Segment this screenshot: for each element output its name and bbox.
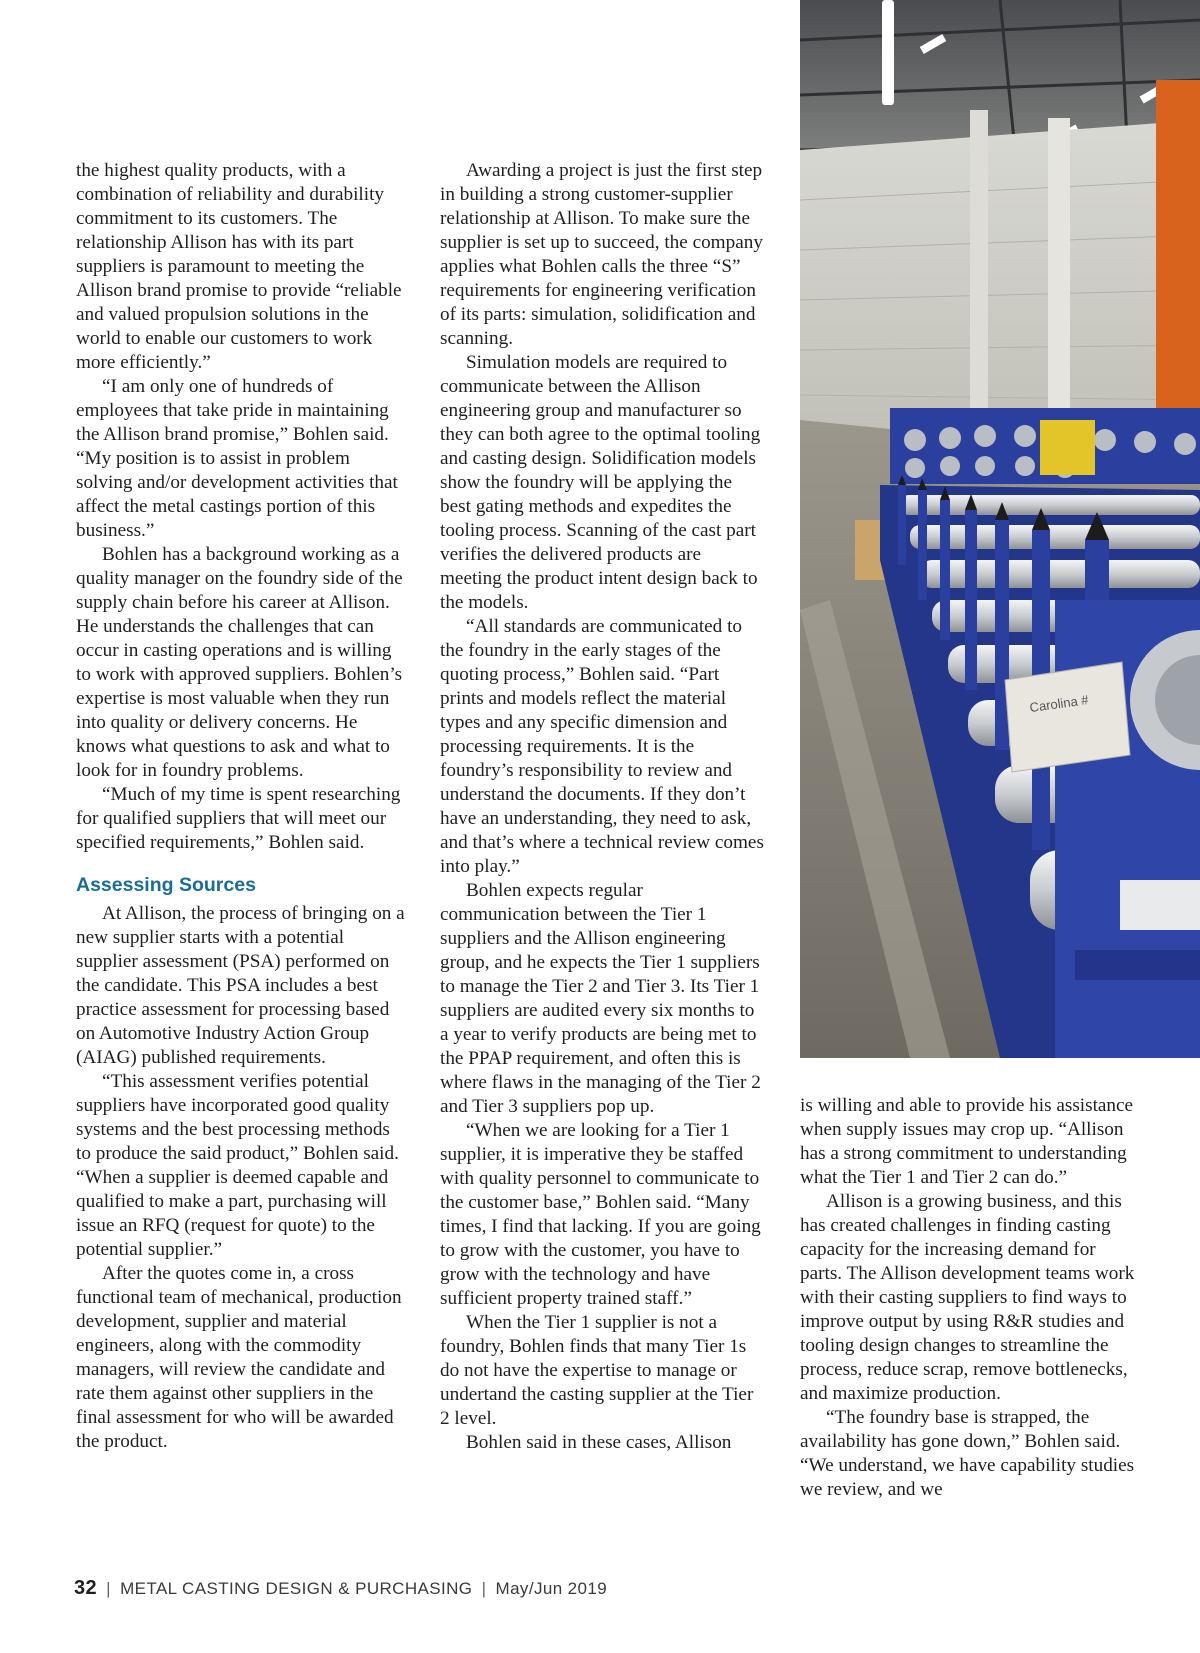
article-column-2 [440, 159, 765, 1455]
page-number: 32 [74, 1577, 98, 1599]
footer-separator: | [481, 1579, 487, 1598]
paragraph: After the quotes come in, a cross functional team of mechanical, production development, supplier and material engineers, along with the commodity managers, will review the candidate and rate them against other suppliers in the final assessment for who will be awarded the product. [76, 1263, 402, 1452]
warehouse-photo [800, 0, 1200, 1058]
paragraph: Awarding a project is just the first step in building a strong customer-supplier relationship at Allison. To make sure the supplier is set up to succeed, the company applies what Bohlen calls the three “S” requirements for engineering verification of its parts: simulation, solidification and scanning. [440, 160, 763, 349]
paragraph: “Much of my time is spent researching for qualified suppliers that will meet our specified requirements,” Bohlen said. [76, 784, 401, 853]
paragraph: Bohlen said in these cases, Allison [466, 1432, 732, 1453]
paragraph: is willing and able to provide his assistance when supply issues may crop up. “Allison has a strong commitment to understanding what the Tier 1 and Tier 2 can do.” [800, 1095, 1134, 1188]
distant-racks [890, 408, 1200, 484]
article-column-1 [76, 159, 406, 1454]
issue-date: May/Jun 2019 [495, 1579, 608, 1598]
publication-name: METAL CASTING DESIGN & PURCHASING [120, 1579, 473, 1598]
paragraph: When the Tier 1 supplier is not a foundry, Bohlen finds that many Tier 1s do not have the expertise to manage or undertand the casting supplier at the Tier 2 level. [440, 1312, 754, 1429]
section-subheading: Assessing Sources [76, 874, 256, 896]
paragraph: the highest quality products, with a combination of reliability and durability commitment to its customers. The relationship Allison has with its part suppliers is paramount to meeting the Allison brand promise to provide “reliable and valued propulsion solutions in the world to enable our customers to work more efficiently.” [76, 160, 402, 373]
sign-text: Carolina # [1028, 692, 1090, 716]
paragraph: Bohlen has a background working as a quality manager on the foundry side of the supply chain before his career at Allison. He understands the challenges that can occur in casting operations and is willing to work with approved suppliers. Bohlen’s expertise is most valuable when they run into quality or delivery concerns. He knows what questions to ask and what to look for in foundry problems. [76, 544, 403, 781]
paragraph: Simulation models are required to communicate between the Allison engineering group and manufacturer so they can both agree to the optimal tooling and casting design. Solidification models show the foundry will be applying the best gating methods and expedites the tooling process. Scanning of the cast part verifies the delivered products are meeting the product intent design back to the models. [440, 352, 761, 613]
paragraph: “This assessment verifies potential suppliers have incorporated good quality systems and the best processing methods to produce the said product,” Bohlen said. “When a supplier is deemed capable and qualified to make a part, purchasing will issue an RFQ (request for quote) to the potential supplier.” [76, 1071, 399, 1260]
paragraph: Allison is a growing business, and this has created challenges in finding casting capacity for the increasing demand for parts. The Allison development teams work with their casting suppliers to find ways to improve output by using R&R studies and tooling design changes to streamline the process, reduce scrap, remove bottlenecks, and maximize production. [800, 1191, 1135, 1404]
paragraph: “I am only one of hundreds of employees that take pride in maintaining the Allison brand promise,” Bohlen said. “My position is to assist in problem solving and/or development activities that affect the metal castings portion of this business.” [76, 376, 398, 541]
carolina-sign [1005, 662, 1130, 772]
paragraph: At Allison, the process of bringing on a new supplier starts with a potential supplier assessment (PSA) performed on the candidate. This PSA includes a best practice assessment for processing based on Automotive Industry Action Group (AIAG) published requirements. [76, 903, 405, 1068]
article-column-3 [800, 1094, 1135, 1502]
paragraph: “The foundry base is strapped, the availability has gone down,” Bohlen said. “We understand, we have capability studies we review, and we [800, 1407, 1135, 1500]
page-footer [74, 1577, 607, 1600]
footer-separator: | [106, 1579, 111, 1598]
paragraph: “When we are looking for a Tier 1 supplier, it is imperative they be staffed with quality personnel to communicate to the customer base,” Bohlen said. “Many times, I find that lacking. If you are going to grow with the customer, you have to grow with the technology and have sufficient property trained staff.” [440, 1120, 761, 1309]
paragraph: Bohlen expects regular communication between the Tier 1 suppliers and the Allison engineering group, and he expects the Tier 1 suppliers to manage the Tier 2 and Tier 3. Its Tier 1 suppliers are audited every six months to a year to verify products are being met to the PPAP requirement, and often this is where flaws in the managing of the Tier 2 and Tier 3 suppliers pop up. [440, 880, 761, 1117]
paragraph: “All standards are communicated to the foundry in the early stages of the quoting process,” Bohlen said. “Part prints and models reflect the material types and any specific dimension and processing requirements. It is the foundry’s responsibility to review and understand the documents. If they don’t have an understanding, they need to ask, and that’s where a technical review comes into play.” [440, 616, 764, 877]
